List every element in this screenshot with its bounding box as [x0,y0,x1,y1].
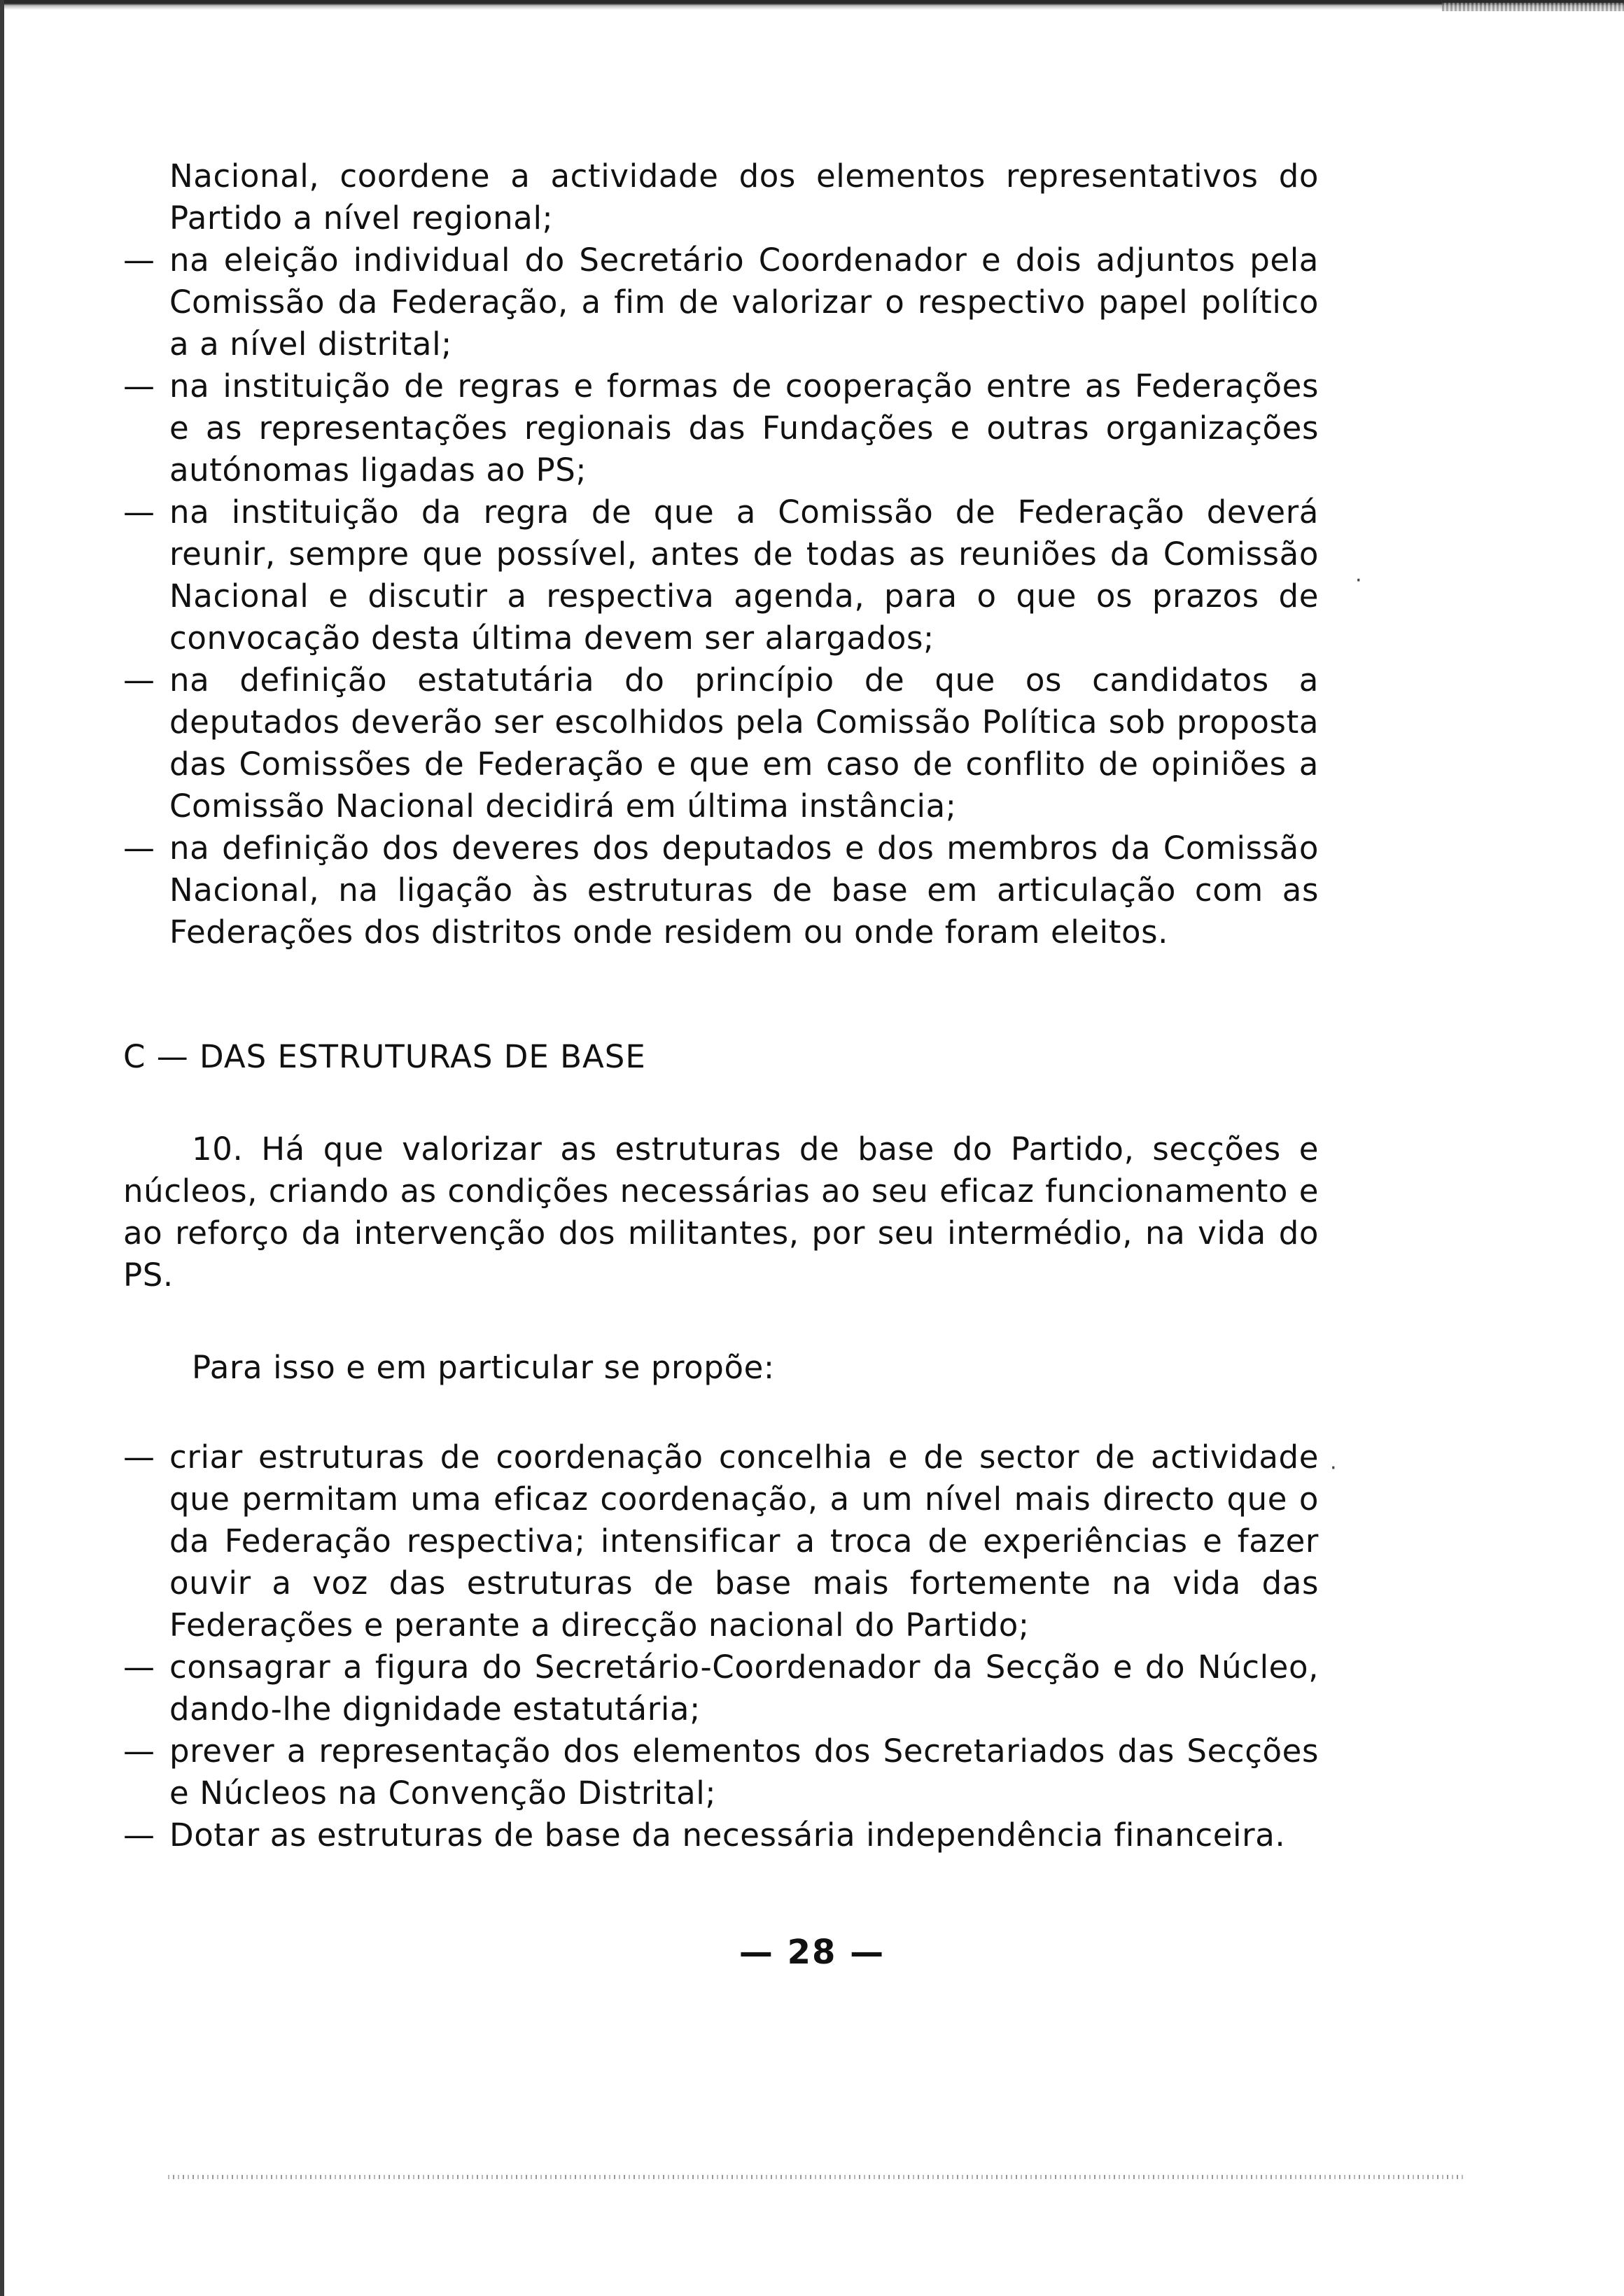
list-item-text: na instituição da regra de que a Comissão de Federação deverá reunir, sempre que possível, antes de todas as reuniões da Comissão Nacional e discutir a respectiva agenda, para o que os prazos de convocação desta última devem ser alargados; [169,493,1319,657]
scan-edge-top [0,0,1624,10]
dash-bullet: — [123,1648,155,1686]
list-item-text: criar estruturas de coordenação concelhia e de sector de actividade que permitam uma eficaz coordenação, a um nível mais directo que o da Federação respectiva; intensificar a troca de experiências e fazer ouvir a voz das estruturas de base mais fortemente na vida das Federações e perante a direcção nacional do Partido; [169,1438,1319,1644]
list-item-text: na definição dos deveres dos deputados e dos membros da Comissão Nacional, na ligação às estruturas de base em articulação com as Federações dos distritos onde residem ou onde foram eleitos. [169,830,1319,951]
list-item [123,491,1319,659]
scan-speck-mark: · [1355,568,1362,593]
list-item [123,1436,1319,1646]
dash-bullet: — [123,493,155,531]
scan-noise-bottom [168,2175,1463,2179]
list-item-text: prever a representação dos elementos dos Secretariados das Secções e Núcleos na Convenção Distrital; [169,1732,1319,1812]
list-item [123,659,1319,827]
intro-paragraph: Para isso e em particular se propõe: [192,1349,775,1386]
continuation-paragraph: Nacional, coordene a actividade dos elementos representativos do Partido a nível regional; [169,158,1319,237]
section-heading: C — DAS ESTRUTURAS DE BASE [123,1038,646,1075]
list-item-text: na eleição individual do Secretário Coordenador e dois adjuntos pela Comissão da Federação, a fim de valorizar o respectivo papel político a a nível distrital; [169,241,1319,363]
dash-bullet: — [123,662,155,699]
dash-bullet: — [123,1732,155,1770]
list-item [123,365,1319,491]
page-number: — 28 — [738,1933,886,1972]
list-item-text: na definição estatutária do princípio de que os candidatos a deputados deverão ser escolhidos pela Comissão Política sob proposta das Comissões de Federação e que em caso de conflito de opiniões a Comissão Nacional decidirá em última instância; [169,662,1319,825]
list-item [123,1730,1319,1814]
section-c-list [123,1436,1319,1856]
section1-list [123,239,1319,953]
list-item [123,1646,1319,1730]
dash-bullet: — [123,368,155,405]
list-item [123,827,1319,953]
scan-speck-mark: · [1330,1456,1337,1480]
dash-bullet: — [123,1816,155,1854]
list-item [123,239,1319,365]
list-item [123,1814,1319,1856]
dash-bullet: — [123,241,155,279]
list-item-text: consagrar a figura do Secretário-Coordenador da Secção e do Núcleo, dando-lhe dignidade estatutária; [169,1648,1319,1728]
scan-noise-top-right [1442,3,1624,11]
list-item-text: Dotar as estruturas de base da necessária independência financeira. [169,1816,1286,1854]
dash-bullet: — [123,830,155,867]
page-body [123,155,1319,1856]
dash-bullet: — [123,1438,155,1476]
list-item-text: na instituição de regras e formas de cooperação entre as Federações e as representações regionais das Fundações e outras organizações autónomas ligadas ao PS; [169,368,1319,489]
numbered-paragraph: 10. Há que valorizar as estruturas de base do Partido, secções e núcleos, criando as condições necessárias ao seu eficaz funcionamento e ao reforço da intervenção dos militantes, por seu intermédio, na vida do PS. [123,1130,1319,1294]
